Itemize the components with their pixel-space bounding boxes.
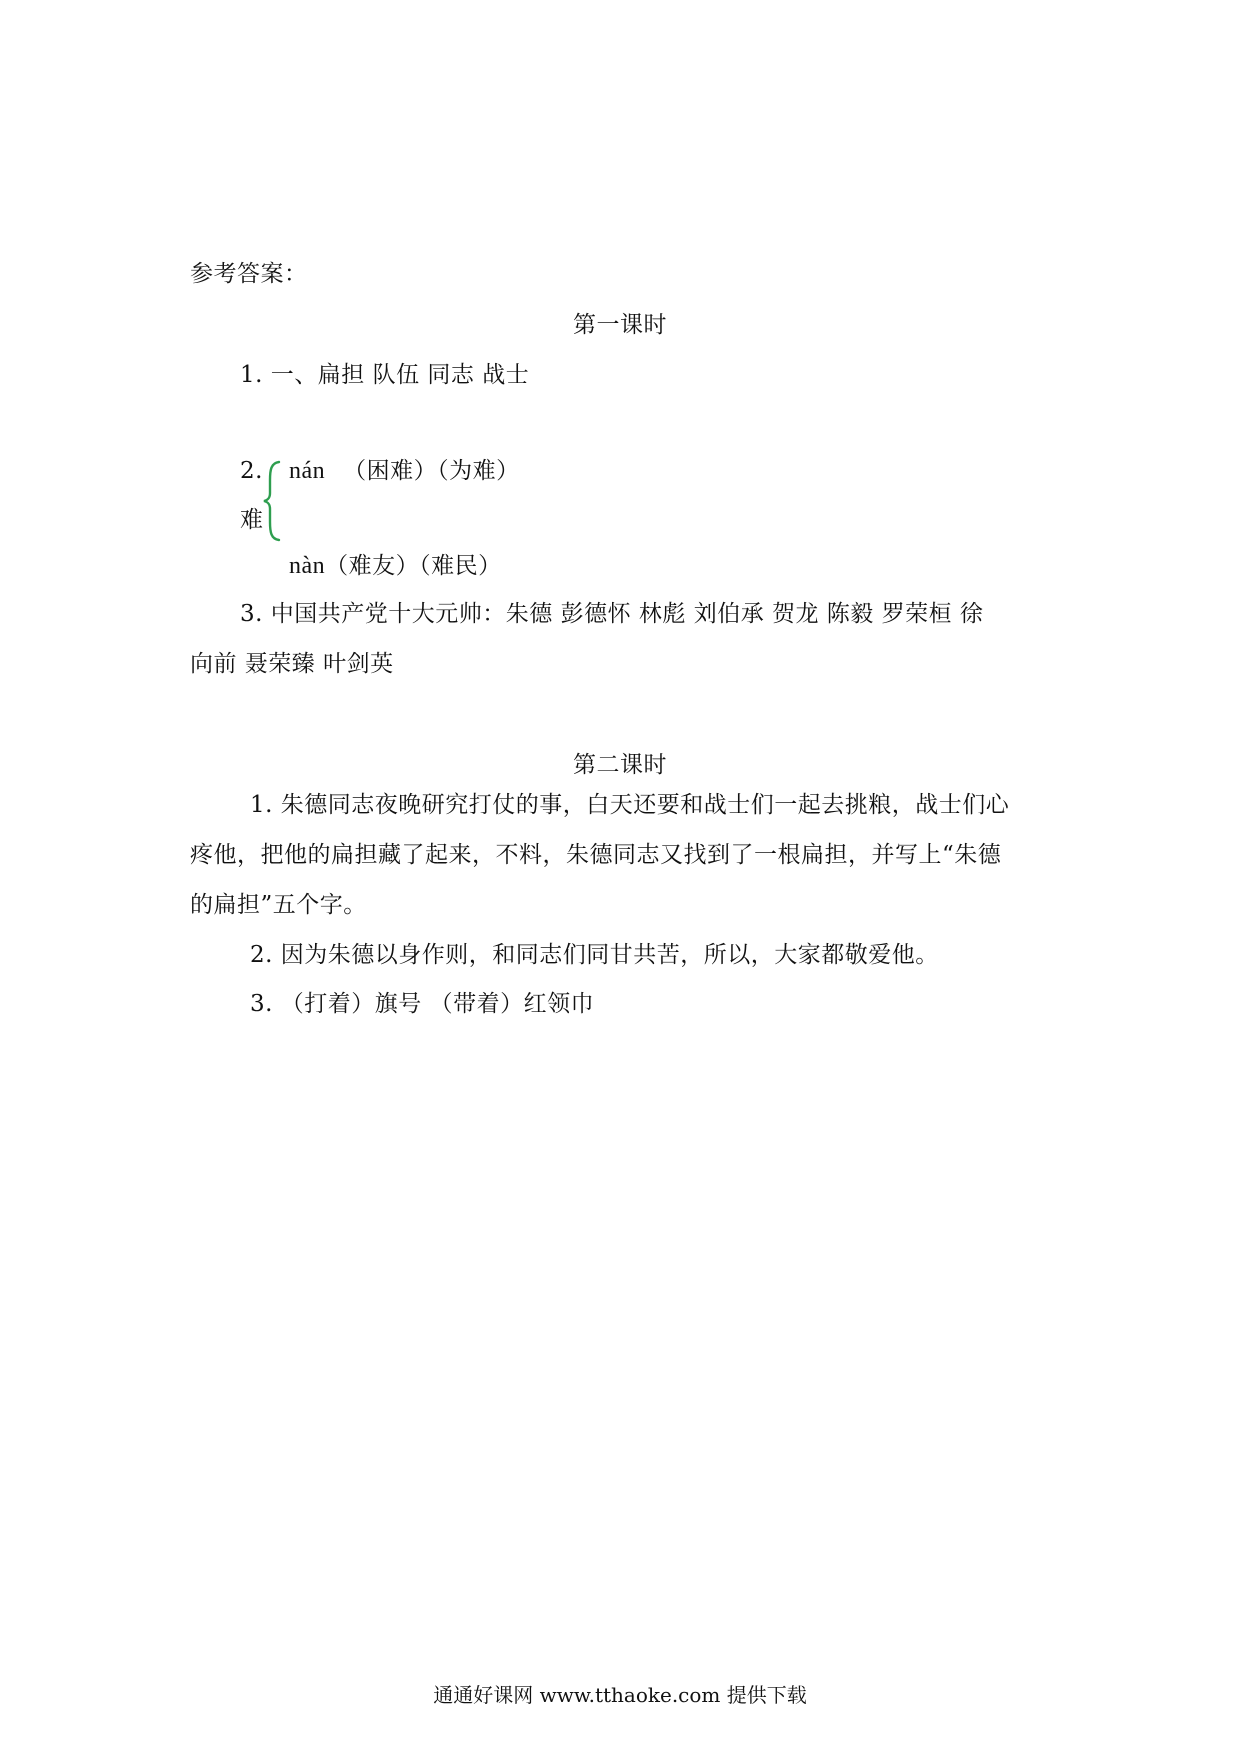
answers-label: 参考答案： — [190, 261, 308, 287]
s1-answer-1: 1. 一、扁担 队伍 同志 战士 — [240, 362, 530, 388]
s2-answer-1-line3: 的扁担”五个字。 — [190, 892, 367, 918]
footer-source: 通通好课网 www.tthaoke.com 提供下载 — [433, 1683, 807, 1707]
s2-answer-3: 3. （打着）旗号 （带着）红领巾 — [250, 991, 595, 1017]
curly-brace-icon — [262, 460, 282, 542]
s1-answer-2-char: 难 — [240, 507, 264, 533]
upper-words: （困难）（为难） — [343, 458, 520, 484]
s1-answer-3-line2: 向前 聂荣臻 叶剑英 — [190, 651, 394, 677]
s2-answer-1-line2: 疼他，把他的扁担藏了起来，不料，朱德同志又找到了一根扁担，并写上“朱德 — [190, 842, 1002, 868]
upper-pinyin: nán — [289, 458, 326, 484]
s2-answer-1-line1: 1. 朱德同志夜晚研究打仗的事，白天还要和战士们一起去挑粮，战士们心 — [250, 792, 1010, 818]
s1-answer-2-number: 2. — [240, 458, 263, 484]
section-1-title: 第一课时 — [573, 312, 667, 338]
lower-pinyin: nàn — [289, 553, 326, 579]
lower-words: （难友）（难民） — [325, 553, 502, 579]
s2-answer-2: 2. 因为朱德以身作则，和同志们同甘共苦，所以，大家都敬爱他。 — [250, 942, 939, 968]
s1-answer-2-lower — [289, 552, 502, 580]
s1-answer-2-upper — [289, 457, 520, 485]
section-2-title: 第二课时 — [573, 752, 667, 778]
s1-answer-3-line1: 3. 中国共产党十大元帅：朱德 彭德怀 林彪 刘伯承 贺龙 陈毅 罗荣桓 徐 — [240, 601, 984, 627]
